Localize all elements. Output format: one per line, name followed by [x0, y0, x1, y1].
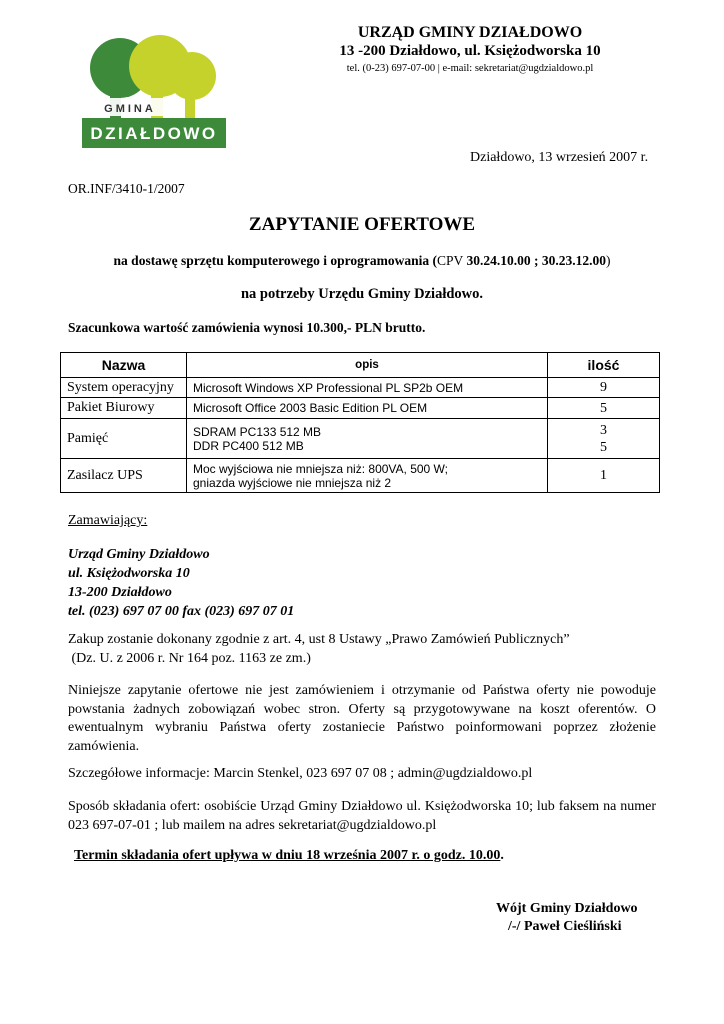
item-quantity-value: 5: [600, 400, 607, 416]
item-description-line: Microsoft Office 2003 Basic Edition PL OEM: [193, 401, 428, 415]
estimated-value: Szacunkowa wartość zamówienia wynosi 10.300,- PLN brutto.: [68, 320, 426, 335]
item-quantity: [548, 459, 660, 493]
item-description-line: Moc wyjściowa nie mniejsza niż: 800VA, 500 W;: [193, 461, 448, 476]
document-date: Działdowo, 13 wrzesień 2007 r.: [470, 150, 649, 165]
item-quantity: [548, 378, 660, 398]
ordering-party-label: Zamawiający:: [68, 513, 148, 528]
item-quantity: [548, 419, 660, 459]
table-row: [61, 459, 660, 493]
item-description-line: Microsoft Windows XP Professional PL SP2b OEM: [193, 380, 464, 395]
document-title: ZAPYTANIE OFERTOWE: [248, 214, 476, 235]
deadline-text: Termin składania ofert upływa w dniu 18 września 2007 r. o godz. 10.00: [74, 848, 501, 863]
contact-info-paragraph: Szczegółowe informacje: Marcin Stenkel, 023 697 07 08 ; admin@ugdzialdowo.pl: [68, 766, 533, 781]
item-name: Pakiet Biurowy: [61, 398, 187, 419]
office-name: URZĄD GMINY DZIAŁDOWO: [357, 24, 583, 41]
header-quantity: ilość: [548, 353, 660, 378]
item-quantity-value: 5: [600, 439, 607, 455]
cpv-codes: 30.24.10.00 ; 30.23.12.00: [466, 253, 606, 268]
legal-basis-paragraph: [68, 631, 656, 668]
table-header-row: [61, 353, 660, 378]
item-quantity: [548, 398, 660, 419]
legal-basis-line: Zakup zostanie dokonany zgodnie z art. 4, ust 8 Ustawy „Prawo Zamówień Publicznych”: [68, 632, 570, 647]
header-description: opis: [187, 353, 548, 378]
logo-gmina-text: GMINA: [104, 103, 156, 115]
gmina-dzialdowo-logo: [82, 32, 226, 148]
item-description: [187, 459, 548, 493]
ordering-party-block: [68, 545, 294, 621]
item-quantity-value: 3: [600, 422, 607, 438]
items-table: [60, 352, 660, 493]
document-purpose: na potrzeby Urzędu Gminy Działdowo.: [240, 286, 484, 302]
item-name: Pamięć: [61, 419, 187, 459]
item-description: [187, 419, 548, 459]
table-row: [61, 378, 660, 398]
signature-title: Wójt Gminy Działdowo: [496, 901, 638, 916]
signature-name: /-/ Paweł Cieśliński: [508, 919, 622, 934]
submission-method-paragraph: Sposób składania ofert: osobiście Urząd Gminy Działdowo ul. Księżodworska 10; lub faksem na numer 023 697-07-01 ; lub mailem na adres sekretariat@ugdzialdowo.pl: [68, 799, 656, 833]
signature-block: [496, 900, 638, 936]
table-row: [61, 398, 660, 419]
table-row: [61, 419, 660, 459]
ordering-party-city: 13-200 Działdowo: [68, 585, 172, 600]
subtitle-lead: na dostawę sprzętu komputerowego i oprogramowania (: [113, 253, 438, 268]
item-name: Zasilacz UPS: [61, 459, 187, 493]
item-description: [187, 378, 548, 398]
disclaimer-paragraph: Niniejsze zapytanie ofertowe nie jest zamówieniem i otrzymanie od Państwa oferty nie powoduje powstania żadnych zobowiązań wobec stron. Oferty są przygotowywane na koszt oferentów. O ewentualnym wybraniu Państwa oferty zostaniecie Państwo poinformowani poprzez złożenie zamówienia.: [68, 683, 656, 754]
office-address: 13 -200 Działdowo, ul. Księżodworska 10: [339, 43, 601, 59]
item-description-line: gniazda wyjściowe nie mniejsza niż 2: [193, 475, 392, 490]
item-quantity-value: 1: [600, 468, 607, 483]
item-description-line: DDR PC400 512 MB: [193, 438, 304, 453]
ordering-party-street: ul. Księżodworska 10: [68, 566, 190, 581]
item-quantity-value: 9: [600, 380, 607, 395]
item-description-line: SDRAM PC133 512 MB: [193, 424, 322, 439]
item-description: [187, 398, 548, 419]
legal-basis-line: (Dz. U. z 2006 r. Nr 164 poz. 1163 ze zm.): [68, 650, 311, 666]
cpv-label: CPV: [437, 253, 467, 268]
deadline-end: .: [500, 848, 504, 863]
office-contact: tel. (0-23) 697-07-00 | e-mail: sekretariat@ugdzialdowo.pl: [346, 63, 594, 74]
header-name: Nazwa: [61, 353, 187, 378]
ordering-party-name: Urząd Gminy Działdowo: [68, 547, 210, 562]
deadline-notice: [74, 848, 504, 864]
subtitle-close: ): [605, 253, 611, 268]
ordering-party-phone: tel. (023) 697 07 00 fax (023) 697 07 01: [68, 604, 295, 619]
item-name: System operacyjny: [61, 378, 187, 398]
document-subtitle: [0, 253, 724, 269]
logo-name-text: DZIAŁDOWO: [90, 124, 218, 143]
reference-number: OR.INF/3410-1/2007: [68, 181, 185, 196]
